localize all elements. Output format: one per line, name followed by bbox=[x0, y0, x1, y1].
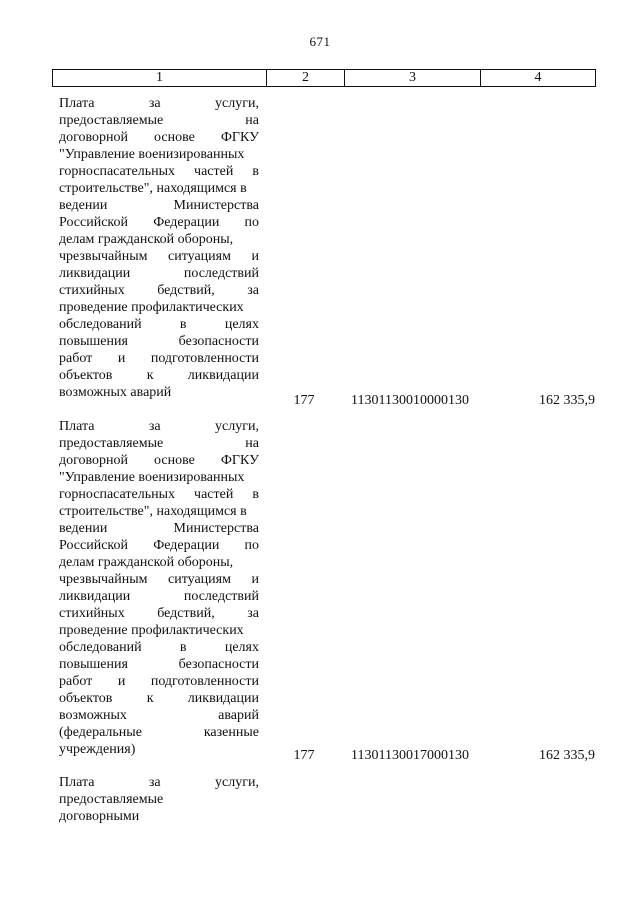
description-word: и bbox=[117, 674, 126, 689]
description-line bbox=[59, 435, 259, 452]
description-word: чрезвычайным bbox=[59, 572, 148, 587]
description-line bbox=[59, 537, 259, 554]
description-line bbox=[59, 112, 259, 129]
description-word: предоставляемые bbox=[59, 436, 164, 451]
description-word: и bbox=[117, 351, 126, 366]
description-word: за bbox=[247, 606, 259, 621]
description-word: договорной bbox=[59, 453, 129, 468]
description-word: за bbox=[148, 775, 161, 790]
description-line bbox=[59, 265, 259, 282]
description-line bbox=[59, 791, 259, 808]
description-word: делам гражданской обороны, bbox=[59, 555, 234, 570]
description-word: на bbox=[245, 113, 259, 128]
description-word: возможных bbox=[59, 708, 127, 723]
description-line bbox=[59, 384, 259, 401]
description-line bbox=[59, 808, 259, 825]
description-word: проведение профилактических bbox=[59, 300, 244, 315]
description-word: строительстве", находящимся в bbox=[59, 181, 247, 196]
description-word: стихийных bbox=[59, 283, 125, 298]
description-line bbox=[59, 350, 259, 367]
header-col-4: 4 bbox=[534, 70, 542, 85]
description-word: за bbox=[247, 283, 259, 298]
description-word: ведении bbox=[59, 198, 108, 213]
description-line bbox=[59, 367, 259, 384]
description-word: "Управление военизированных bbox=[59, 470, 245, 485]
description-line bbox=[59, 707, 259, 724]
description-line bbox=[59, 231, 259, 248]
description-word: в bbox=[179, 317, 187, 332]
description-word: к bbox=[146, 691, 154, 706]
description-word: объектов bbox=[59, 368, 113, 383]
description-line bbox=[59, 333, 259, 350]
description-word: в bbox=[179, 640, 187, 655]
description-word: предоставляемые bbox=[59, 113, 164, 128]
description-word: Федерации bbox=[153, 215, 220, 230]
description-word: безопасности bbox=[178, 657, 259, 672]
page-number: 671 bbox=[309, 34, 331, 49]
description-word: Плата bbox=[59, 96, 95, 111]
description-line bbox=[59, 469, 259, 486]
description-line bbox=[59, 690, 259, 707]
description-line bbox=[59, 656, 259, 673]
row-code: 177 bbox=[293, 748, 315, 763]
row-kbk: 11301130010000130 bbox=[351, 393, 469, 408]
description-word: целях bbox=[224, 640, 259, 655]
description-line bbox=[59, 622, 259, 639]
description-line bbox=[59, 282, 259, 299]
description-line bbox=[59, 214, 259, 231]
description-line bbox=[59, 486, 259, 503]
description-line bbox=[59, 588, 259, 605]
description-word: договорными bbox=[59, 809, 140, 824]
description-word: целях bbox=[224, 317, 259, 332]
description-word: повышения bbox=[59, 657, 128, 672]
header-col-3: 3 bbox=[345, 70, 481, 86]
row-description bbox=[59, 418, 259, 758]
description-word: в bbox=[252, 487, 259, 502]
description-word: услуги, bbox=[215, 419, 259, 434]
description-line bbox=[59, 774, 259, 791]
description-word: горноспасательных bbox=[59, 487, 175, 502]
description-word: и bbox=[251, 572, 259, 587]
description-word: бедствий, bbox=[157, 606, 215, 621]
description-line bbox=[59, 605, 259, 622]
description-word: ликвидации bbox=[187, 691, 259, 706]
description-word: проведение профилактических bbox=[59, 623, 244, 638]
description-word: последствий bbox=[183, 266, 259, 281]
description-word: возможных аварий bbox=[59, 385, 172, 400]
description-word: ликвидации bbox=[187, 368, 259, 383]
description-word: бедствий, bbox=[157, 283, 215, 298]
description-line bbox=[59, 163, 259, 180]
description-word: основе bbox=[154, 453, 195, 468]
description-word: Министерства bbox=[173, 198, 259, 213]
description-word: ФГКУ bbox=[220, 130, 259, 145]
description-word: Российской bbox=[59, 215, 128, 230]
description-word: на bbox=[245, 436, 259, 451]
description-word: за bbox=[148, 96, 161, 111]
description-word: в bbox=[252, 164, 259, 179]
description-line bbox=[59, 452, 259, 469]
row-kbk: 11301130017000130 bbox=[351, 748, 469, 763]
description-line bbox=[59, 503, 259, 520]
description-word: ситуациям bbox=[168, 572, 231, 587]
description-word: основе bbox=[154, 130, 195, 145]
description-word: Федерации bbox=[153, 538, 220, 553]
description-word: ликвидации bbox=[59, 266, 131, 281]
description-line bbox=[59, 129, 259, 146]
description-line bbox=[59, 180, 259, 197]
description-word: безопасности bbox=[178, 334, 259, 349]
description-line bbox=[59, 146, 259, 163]
description-word: предоставляемые bbox=[59, 792, 164, 807]
description-line bbox=[59, 197, 259, 214]
description-word: повышения bbox=[59, 334, 128, 349]
description-line bbox=[59, 418, 259, 435]
description-word: по bbox=[244, 538, 259, 553]
description-word: последствий bbox=[183, 589, 259, 604]
description-word: ликвидации bbox=[59, 589, 131, 604]
description-word: горноспасательных bbox=[59, 164, 175, 179]
table-header bbox=[52, 69, 596, 87]
description-word: частей bbox=[194, 164, 234, 179]
description-word: обследований bbox=[59, 640, 142, 655]
description-line bbox=[59, 724, 259, 741]
description-line bbox=[59, 673, 259, 690]
description-word: подготовленности bbox=[150, 674, 259, 689]
description-word: обследований bbox=[59, 317, 142, 332]
description-word: Плата bbox=[59, 419, 95, 434]
description-line bbox=[59, 741, 259, 758]
description-word: к bbox=[146, 368, 154, 383]
description-word: подготовленности bbox=[150, 351, 259, 366]
description-word: Плата bbox=[59, 775, 95, 790]
description-word: работ bbox=[59, 351, 93, 366]
description-word: ведении bbox=[59, 521, 108, 536]
description-word: частей bbox=[194, 487, 234, 502]
row-amount: 162 335,9 bbox=[539, 393, 595, 408]
description-line bbox=[59, 571, 259, 588]
description-line bbox=[59, 554, 259, 571]
row-description bbox=[59, 95, 259, 401]
header-col-2: 2 bbox=[267, 70, 345, 86]
description-word: и bbox=[251, 249, 259, 264]
description-word: объектов bbox=[59, 691, 113, 706]
description-line bbox=[59, 316, 259, 333]
description-word: договорной bbox=[59, 130, 129, 145]
description-word: за bbox=[148, 419, 161, 434]
description-word: стихийных bbox=[59, 606, 125, 621]
description-word: по bbox=[244, 215, 259, 230]
description-word: строительстве", находящимся в bbox=[59, 504, 247, 519]
description-word: услуги, bbox=[215, 775, 259, 790]
header-col-1: 1 bbox=[53, 70, 267, 86]
description-line bbox=[59, 639, 259, 656]
description-word: (федеральные bbox=[59, 725, 142, 740]
description-line bbox=[59, 299, 259, 316]
description-line bbox=[59, 248, 259, 265]
description-word: "Управление военизированных bbox=[59, 147, 245, 162]
description-line bbox=[59, 520, 259, 537]
description-word: делам гражданской обороны, bbox=[59, 232, 234, 247]
description-word: Министерства bbox=[173, 521, 259, 536]
description-word: аварий bbox=[218, 708, 259, 723]
description-word: работ bbox=[59, 674, 93, 689]
description-word: ФГКУ bbox=[220, 453, 259, 468]
description-line bbox=[59, 95, 259, 112]
row-amount: 162 335,9 bbox=[539, 748, 595, 763]
description-word: услуги, bbox=[215, 96, 259, 111]
row-description bbox=[59, 774, 259, 825]
description-word: Российской bbox=[59, 538, 128, 553]
description-word: казенные bbox=[203, 725, 259, 740]
description-word: чрезвычайным bbox=[59, 249, 148, 264]
row-code: 177 bbox=[293, 393, 315, 408]
description-word: ситуациям bbox=[168, 249, 231, 264]
description-word: учреждения) bbox=[59, 742, 136, 757]
